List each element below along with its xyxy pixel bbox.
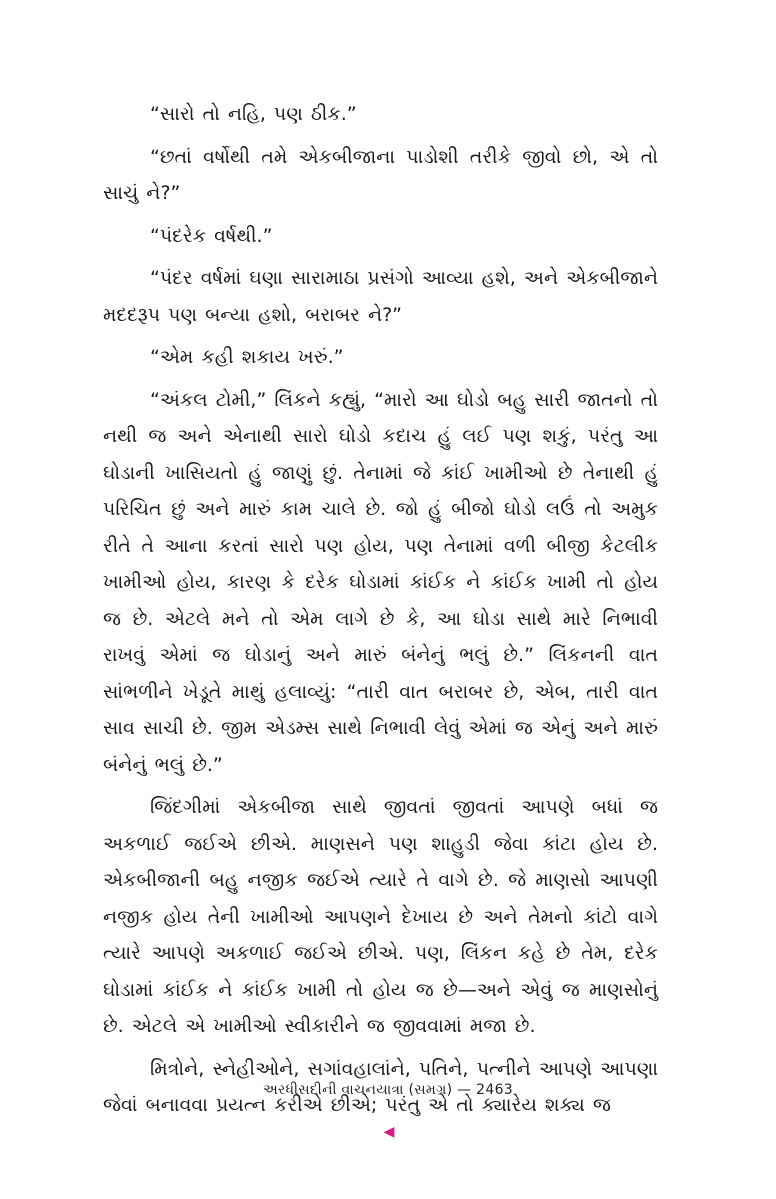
paragraph: મિત્રોને, સ્નેહીઓને, સગાંવહાલાંને, પતિને, પત્નીને આપણે આપણા જેવાં બનાવવા પ્રયત્ન કરીએ છીએ; પરંતુ એ તો ક્યારેય શક્ય જ <box>103 1057 658 1116</box>
page-footer: અરધીસદીની વાચનયાત્રા (સમગ્ર) — 2463 <box>262 1082 514 1098</box>
paragraph: “પંદર વર્ષમાં ઘણા સારામાઠા પ્રસંગો આવ્યા હશે, અને એકબીજાને મદદરૂપ પણ બન્યા હશો, બરાબર ને?” <box>103 267 658 326</box>
body-text <box>103 96 658 1124</box>
previous-page-arrow-icon[interactable]: ◀ <box>383 1124 395 1140</box>
paragraph: “એમ કહી શકાય ખરું.” <box>150 346 344 368</box>
paragraph: “અંકલ ટોમી,” લિંકને કહ્યું, “મારો આ ઘોડો બહુ સારી જાતનો તો નથી જ અને એનાથી સારો ઘોડો કદાચ હું લઈ પણ શકું, પરંતુ આ ઘોડાની ખાસિયતો હું જાણું છું. તેનામાં જે કાંઈ ખામીઓ છે તેનાથી હું પરિચિત છું અને મારું કામ ચાલે છે. જો હું બીજો ઘોડો લઉં તો અમુક રીતે તે આના કરતાં સારો પણ હોય, પણ તેનામાં વળી બીજી કેટલીક ખામીઓ હોય, કારણ કે દરેક ઘોડામાં કાંઈક ને કાંઈક ખામી તો હોય જ છે. એટલે મને તો એમ લાગે છે કે, આ ઘોડા સાથે મારે નિભાવી રાખવું એમાં જ ઘોડાનું અને મારું બંનેનું ભલું છે.” લિંકનની વાત સાંભળીને ખેડૂતે માથું હલાવ્યું: “તારી વાત બરાબર છે, એબ, તારી વાત સાવ સાચી છે. જીમ એડમ્સ સાથે નિભાવી લેવું એમાં જ એનું અને મારું બંનેનું ભલું છે.” <box>103 388 658 776</box>
paragraph: “સારો તો નહિ, પણ ઠીક.” <box>150 103 357 125</box>
paragraph: જિંદગીમાં એકબીજા સાથે જીવતાં જીવતાં આપણે બધાં જ અકળાઈ જઈએ છીએ. માણસને પણ શાહુડી જેવા કાંટા હોય છે. એકબીજાની બહુ નજીક જઈએ ત્યારે તે વાગે છે. જે માણસો આપણી નજીક હોય તેની ખામીઓ આપણને દેખાય છે અને તેમનો કાંટો વાગે ત્યારે આપણે અકળાઈ જઈએ છીએ. પણ, લિંકન કહે છે તેમ, દરેક ઘોડામાં કાંઈક ને કાંઈક ખામી તો હોય જ છે—અને એવું જ માણસોનું છે. એટલે એ ખામીઓ સ્વીકારીને જ જીવવામાં મજા છે. <box>103 796 658 1037</box>
paragraph: “છતાં વર્ષોથી તમે એકબીજાના પાડોશી તરીકે જીવો છો, એ તો સાચું ને?” <box>103 145 658 204</box>
paragraph: “પંદરેક વર્ષથી.” <box>150 224 273 247</box>
